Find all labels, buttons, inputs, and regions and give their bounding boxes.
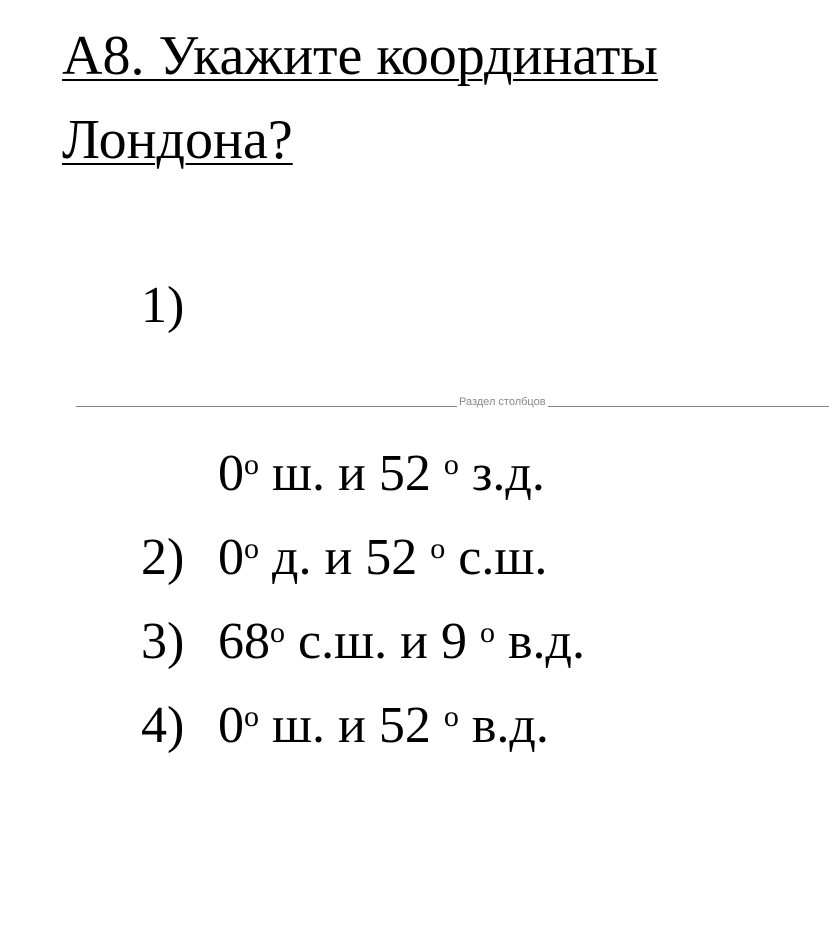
answer-4-lat-degree: о <box>244 700 259 733</box>
question-title: А8. Укажите координаты Лондона? <box>62 25 658 171</box>
answer-option-4 <box>218 696 549 763</box>
answer-3-lat-value: 68 <box>218 613 270 670</box>
answer-option-3 <box>218 612 585 679</box>
answer-1-lat-degree: о <box>244 448 259 481</box>
answer-4-lon-degree: о <box>443 700 459 733</box>
answer-number-3: 3) <box>141 613 185 670</box>
answer-3-lon-rest: в.д. <box>494 613 585 670</box>
answer-1-lon-rest: з.д. <box>458 445 545 502</box>
answer-2-lat-value: 0 <box>218 529 244 586</box>
answer-number-1: 1) <box>141 277 185 334</box>
answer-2-lon-rest: с.ш. <box>445 529 548 586</box>
answer-2-lon-degree: о <box>430 532 446 565</box>
answer-2-lat-rest: д. и 52 <box>259 529 431 586</box>
answer-4-lat-value: 0 <box>218 697 244 754</box>
answer-option-1 <box>218 444 545 511</box>
column-break-label: Раздел столбцов <box>459 396 546 408</box>
answer-2-lat-degree: о <box>244 532 259 565</box>
answer-3-lat-rest: с.ш. и 9 <box>285 613 480 670</box>
answer-3-lat-degree: о <box>270 616 285 649</box>
answer-option-2 <box>218 528 547 595</box>
answer-1-lat-rest: ш. и 52 <box>259 445 444 502</box>
answer-1-lat-value: 0 <box>218 445 244 502</box>
answer-3-lon-degree: о <box>479 616 495 649</box>
answer-number-2: 2) <box>141 529 185 586</box>
answer-4-lat-rest: ш. и 52 <box>259 697 444 754</box>
column-break-line <box>76 406 829 407</box>
answer-1-lon-degree: о <box>443 448 459 481</box>
answer-4-lon-rest: в.д. <box>458 697 549 754</box>
answer-number-4: 4) <box>141 697 185 754</box>
